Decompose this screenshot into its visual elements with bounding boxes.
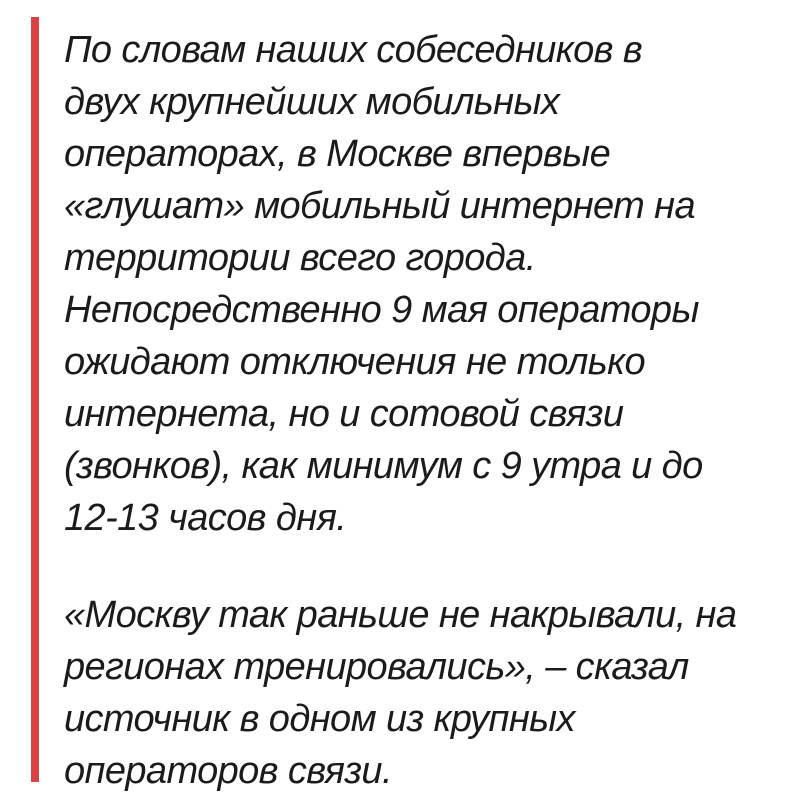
quote-line: регионах тренировались», – сказал xyxy=(64,646,689,688)
quote-paragraph xyxy=(64,24,780,544)
quote-text xyxy=(64,24,780,797)
quote-line: (звонков), как минимум с 9 утра и до xyxy=(64,445,703,487)
quote-line: Непосредственно 9 мая операторы xyxy=(64,289,699,331)
quote-line: «глушат» мобильный интернет на xyxy=(64,185,695,227)
quote-line: двух крупнейших мобильных xyxy=(64,81,560,123)
quote-line: источник в одном из крупных xyxy=(64,698,575,740)
quote-paragraph xyxy=(64,589,780,797)
quote-line: По словам наших собеседников в xyxy=(64,29,643,71)
quote-line: операторов связи. xyxy=(64,750,392,792)
quote-line: 12-13 часов дня. xyxy=(64,497,347,539)
quote-line: операторах, в Москве впервые xyxy=(64,133,611,175)
quote-line: «Москву так раньше не накрывали, на xyxy=(64,594,737,636)
quote-line: ожидают отключения не только xyxy=(64,341,646,383)
quote-line: территории всего города. xyxy=(64,237,536,279)
quote-line: интернета, но и сотовой связи xyxy=(64,393,624,435)
quote-accent-bar xyxy=(31,17,39,782)
